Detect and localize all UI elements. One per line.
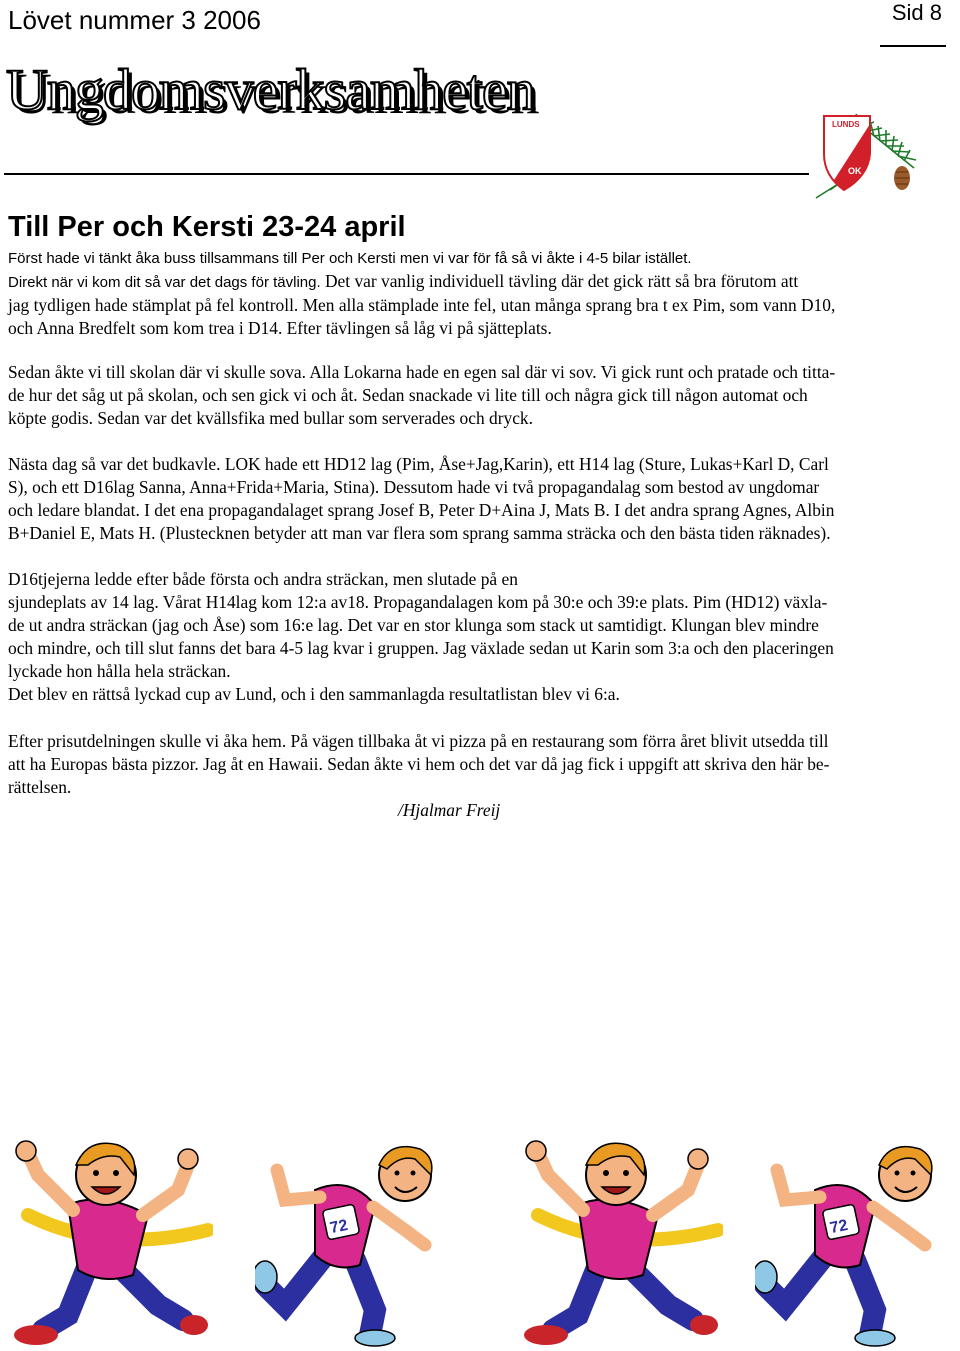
text-line: Nästa dag så var det budkavle. LOK hade ett HD12 lag (Pim, Åse+Jag,Karin), ett H14 lag (Sture, Lukas+Karl D, Carl xyxy=(8,454,829,474)
logo-top-text: LUNDS xyxy=(832,120,860,129)
text-line: Det blev en rättså lyckad cup av Lund, och i den sammanlagda resultatlistan blev vi 6:a. xyxy=(8,684,620,704)
text-line: och mindre, och till slut fanns det bara 4-5 lag kvar i gruppen. Jag växlade sedan ut Karin som 3:a och den placeringen xyxy=(8,638,834,658)
logo-bottom-text: OK xyxy=(848,166,862,176)
text-line: Efter prisutdelningen skulle vi åka hem. På vägen tillbaka åt vi pizza på en restaurang som förra året blivit utsedda till xyxy=(8,731,829,751)
page-number: Sid 8 xyxy=(891,0,942,25)
text-line: Sedan åkte vi till skolan där vi skulle sova. Alla Lokarna hade en egen sal där vi sov. Vi gick runt och pratade och titta- xyxy=(8,362,836,382)
article-title: Till Per och Kersti 23-24 april xyxy=(8,211,406,243)
paragraph-1 xyxy=(8,246,943,340)
section-title: Ungdomsverksamheten xyxy=(6,57,535,122)
text-line: D16tjejerna ledde efter både första och andra sträckan, men slutade på en xyxy=(8,569,518,589)
text-line: Direkt när vi kom dit så var det dags för tävling. Det var vanlig individuell tävling där det gick rätt så bra förutom att xyxy=(8,271,799,291)
text-line: S), och ett D16lag Sanna, Anna+Frida+Maria, Stina). Dessutom hade vi två propagandalag som bestod av ungdomar xyxy=(8,477,820,497)
text-line: köpte godis. Sedan var det kvällsfika med bullar som serverades och dryck. xyxy=(8,408,533,428)
text-line: de hur det såg ut på skolan, och sen gick vi och åt. Sedan snackade vi lite till och några gick till någon automat och xyxy=(8,385,808,405)
title-divider xyxy=(4,173,809,175)
paragraph-4 xyxy=(8,568,943,706)
bib-number: 72 xyxy=(328,1216,350,1238)
pinecone-icon xyxy=(894,166,910,190)
text-line: sjundeplats av 14 lag. Vårat H14lag kom 12:a av18. Propagandalagen kom på 30:e och 39:e plats. Pim (HD12) växla- xyxy=(8,592,828,612)
text-line: de ut andra sträckan (jag och Åse) som 16:e lag. Det var en stor klunga som stack ut samtidigt. Klungan blev mindre xyxy=(8,615,819,635)
paragraph-5 xyxy=(8,730,943,799)
text-line: lyckade hon hålla hela sträckan. xyxy=(8,661,231,681)
cheering-runner-illustration xyxy=(518,1135,723,1347)
text-line: och Anna Bredfelt som kom trea i D14. Efter tävlingen så låg vi på sjätteplats. xyxy=(8,318,552,338)
paragraph-3 xyxy=(8,453,943,545)
newsletter-issue: Lövet nummer 3 2006 xyxy=(8,5,261,35)
bib-number: 72 xyxy=(828,1216,850,1238)
text-line: rättelsen. xyxy=(8,777,72,797)
text-line: Först hade vi tänkt åka buss tillsammans till Per och Kersti men vi var för få så vi åkte i 4-5 bilar istället. xyxy=(8,250,692,267)
text-line: jag tydligen hade stämplat på fel kontroll. Men alla stämplade inte fel, utan många sprang bra t ex Pim, som vann D10, xyxy=(8,295,836,315)
running-runner-illustration xyxy=(255,1135,460,1347)
text-line: och ledare blandat. I det ena propagandalaget sprang Josef B, Peter D+Aina J, Mats B. I det andra sprang Agnes, Albin xyxy=(8,500,835,520)
club-logo xyxy=(812,110,920,202)
paragraph-2 xyxy=(8,361,943,430)
text-line: B+Daniel E, Mats H. (Plustecknen betyder att man var flera som sprang samma sträcka och den bästa tiden räknades). xyxy=(8,523,831,543)
running-runner-illustration xyxy=(755,1135,960,1347)
cheering-runner-illustration xyxy=(8,1135,213,1347)
signature: /Hjalmar Freij xyxy=(398,800,501,820)
text-line: att ha Europas bästa pizzor. Jag åt en Hawaii. Sedan åkte vi hem och det var då jag fick i uppgift att skriva den här be- xyxy=(8,754,830,774)
header-divider xyxy=(880,45,946,47)
